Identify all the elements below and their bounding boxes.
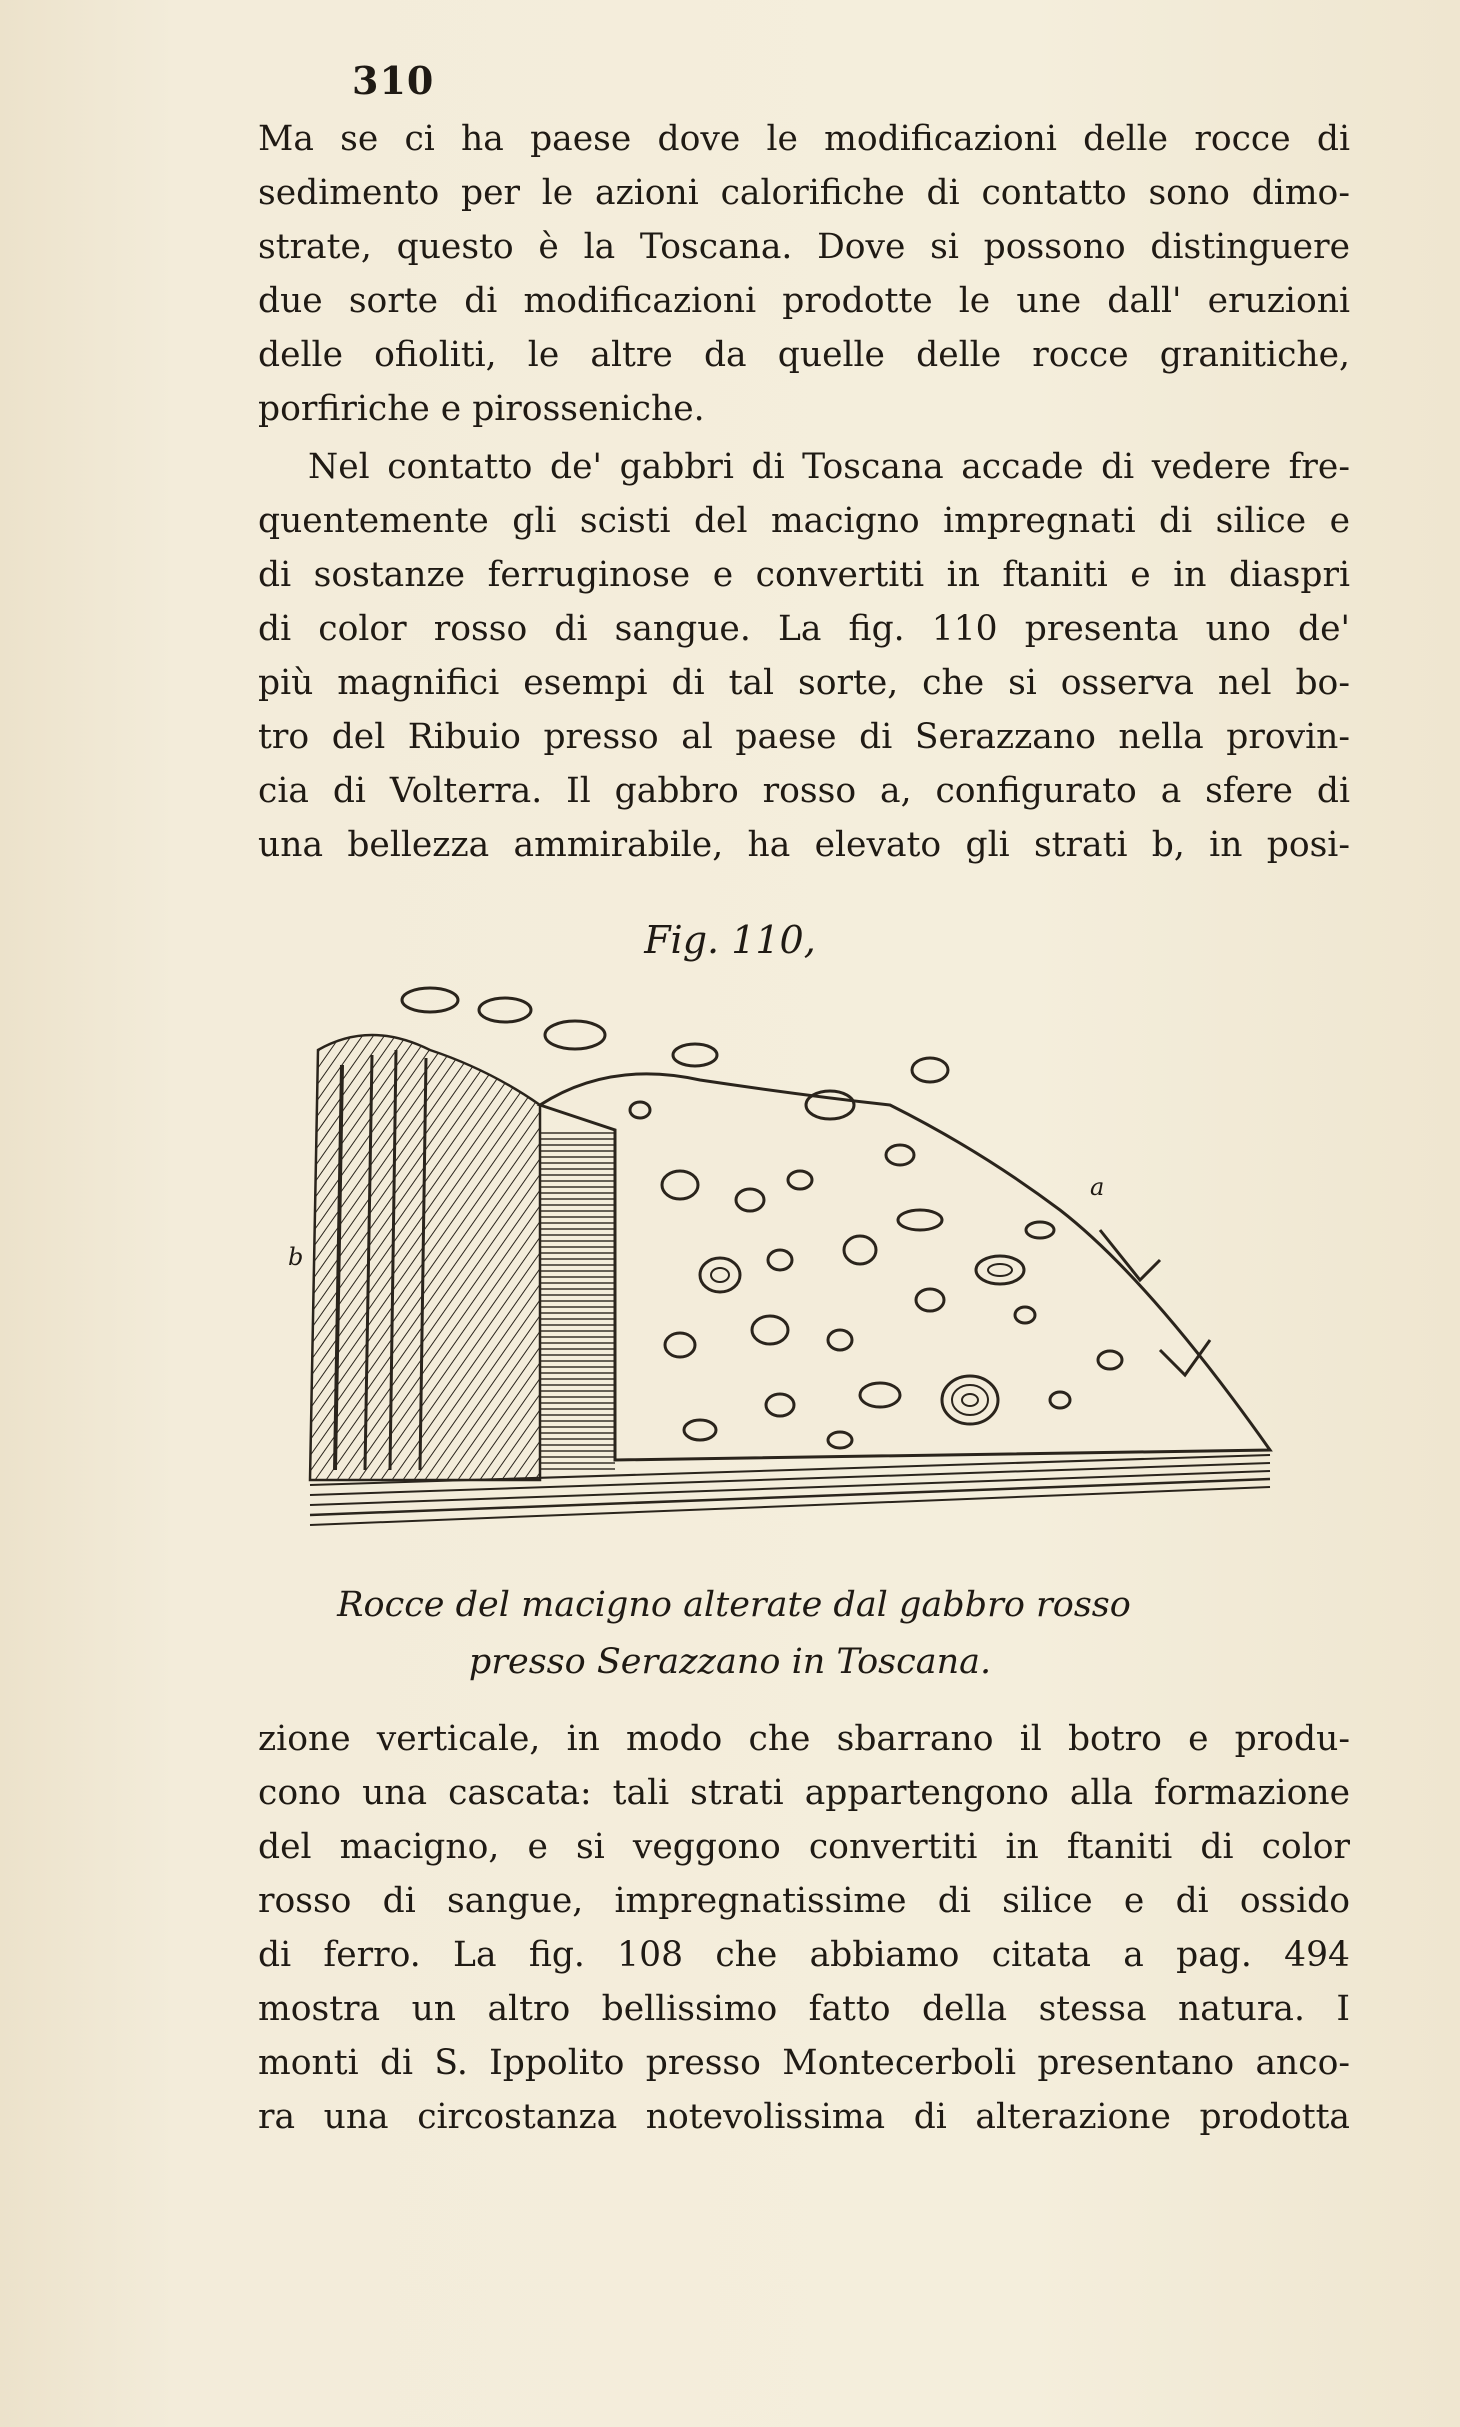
text-line: Nel contatto de' gabbri di Toscana accade di vedere fre- xyxy=(308,447,1350,487)
figure-caption-line-1: Rocce del macigno alterate dal gabbro rosso xyxy=(337,1585,1131,1625)
text-line: tro del Ribuio presso al paese di Serazzano nella provin- xyxy=(258,717,1350,757)
text-line: del macigno, e si veggono convertiti in ftaniti di color xyxy=(258,1827,1350,1867)
figure-label-a: a xyxy=(1090,1173,1105,1201)
text-line: monti di S. Ippolito presso Montecerboli presentano anco- xyxy=(258,2043,1350,2083)
text-line: cia di Volterra. Il gabbro rosso a, configurato a sfere di xyxy=(258,771,1350,811)
text-line: una bellezza ammirabile, ha elevato gli strati b, in posi- xyxy=(258,825,1350,865)
figure-title: Fig. 110, xyxy=(644,918,816,962)
gabbro-mass-a xyxy=(540,1074,1270,1460)
paragraph-2 xyxy=(258,440,1350,872)
page-number: 310 xyxy=(352,58,435,103)
text-line: cono una cascata: tali strati appartengono alla formazione xyxy=(258,1773,1350,1813)
text-line: rosso di sangue, impregnatissime di silice e di ossido xyxy=(258,1881,1350,1921)
text-line: mostra un altro bellissimo fatto della stessa natura. I xyxy=(258,1989,1350,2029)
figure-label-b: b xyxy=(288,1243,304,1271)
text-line: quentemente gli scisti del macigno impregnati di silice e xyxy=(258,501,1350,541)
text-line: di sostanze ferruginose e convertiti in ftaniti e in diaspri xyxy=(258,555,1350,595)
geological-figure xyxy=(280,980,1280,1560)
paragraph-3 xyxy=(258,1712,1350,2144)
figure-caption-line-2: presso Serazzano in Toscana. xyxy=(468,1642,992,1682)
text-line: ra una circostanza notevolissima di alterazione prodotta xyxy=(258,2097,1350,2137)
horizontal-strata xyxy=(540,1130,615,1470)
text-line: strate, questo è la Toscana. Dove si possono distinguere xyxy=(258,227,1350,267)
text-line: più magnifici esempi di tal sorte, che si osserva nel bo- xyxy=(258,663,1350,703)
text-line: Ma se ci ha paese dove le modificazioni delle rocce di xyxy=(258,119,1350,159)
text-line: delle ofioliti, le altre da quelle delle rocce granitiche, xyxy=(258,335,1350,375)
vertical-strata-b xyxy=(310,1035,540,1480)
text-line: zione verticale, in modo che sbarrano il botro e produ- xyxy=(258,1719,1350,1759)
text-line: due sorte di modificazioni prodotte le une dall' eruzioni xyxy=(258,281,1350,321)
text-line: sedimento per le azioni calorifiche di contatto sono dimo- xyxy=(258,173,1350,213)
text-line: di color rosso di sangue. La fig. 110 presenta uno de' xyxy=(258,609,1350,649)
text-line: porfiriche e pirosseniche. xyxy=(258,389,705,429)
text-line: di ferro. La fig. 108 che abbiamo citata a pag. 494 xyxy=(258,1935,1350,1975)
paragraph-1 xyxy=(258,112,1350,436)
